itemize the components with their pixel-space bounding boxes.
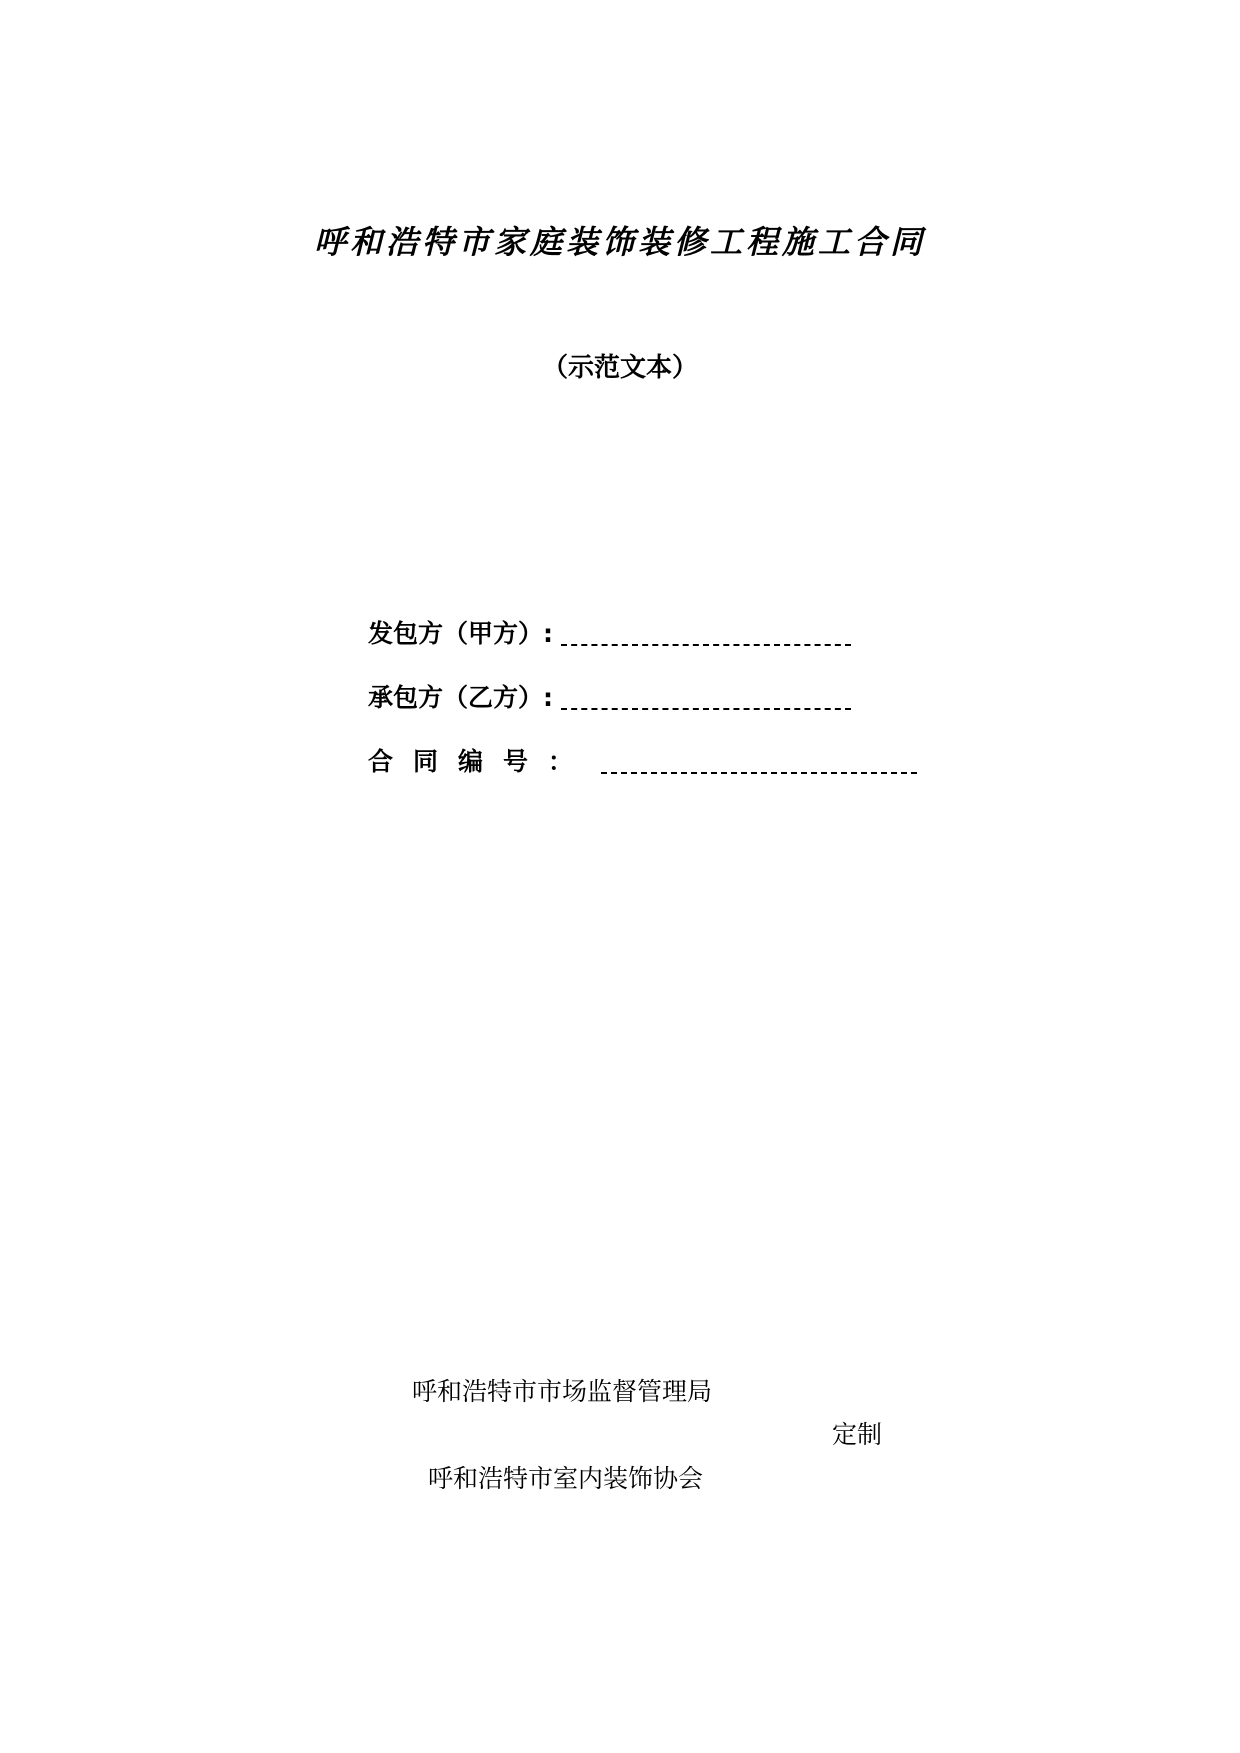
document-subtitle: （示范文本） <box>541 353 698 383</box>
contract-title: 呼和浩特市家庭装饰装修工程施工合同 <box>313 223 926 261</box>
contract-number-blank[interactable] <box>601 772 917 774</box>
party-a-row <box>368 612 851 652</box>
issuer-market-supervision-bureau: 呼和浩特市市场监督管理局 <box>412 1377 713 1406</box>
party-b-label: 承包方（乙方）: <box>368 683 553 712</box>
party-a-label: 发包方（甲方）: <box>368 619 553 648</box>
made-by-label: 定制 <box>832 1420 883 1449</box>
issuer-decoration-association: 呼和浩特市室内装饰协会 <box>428 1464 704 1493</box>
contract-number-row <box>368 740 917 780</box>
party-b-row <box>368 676 851 716</box>
contract-number-label: 合同编号： <box>368 747 594 776</box>
party-b-blank[interactable] <box>561 708 851 710</box>
party-a-blank[interactable] <box>561 644 851 646</box>
